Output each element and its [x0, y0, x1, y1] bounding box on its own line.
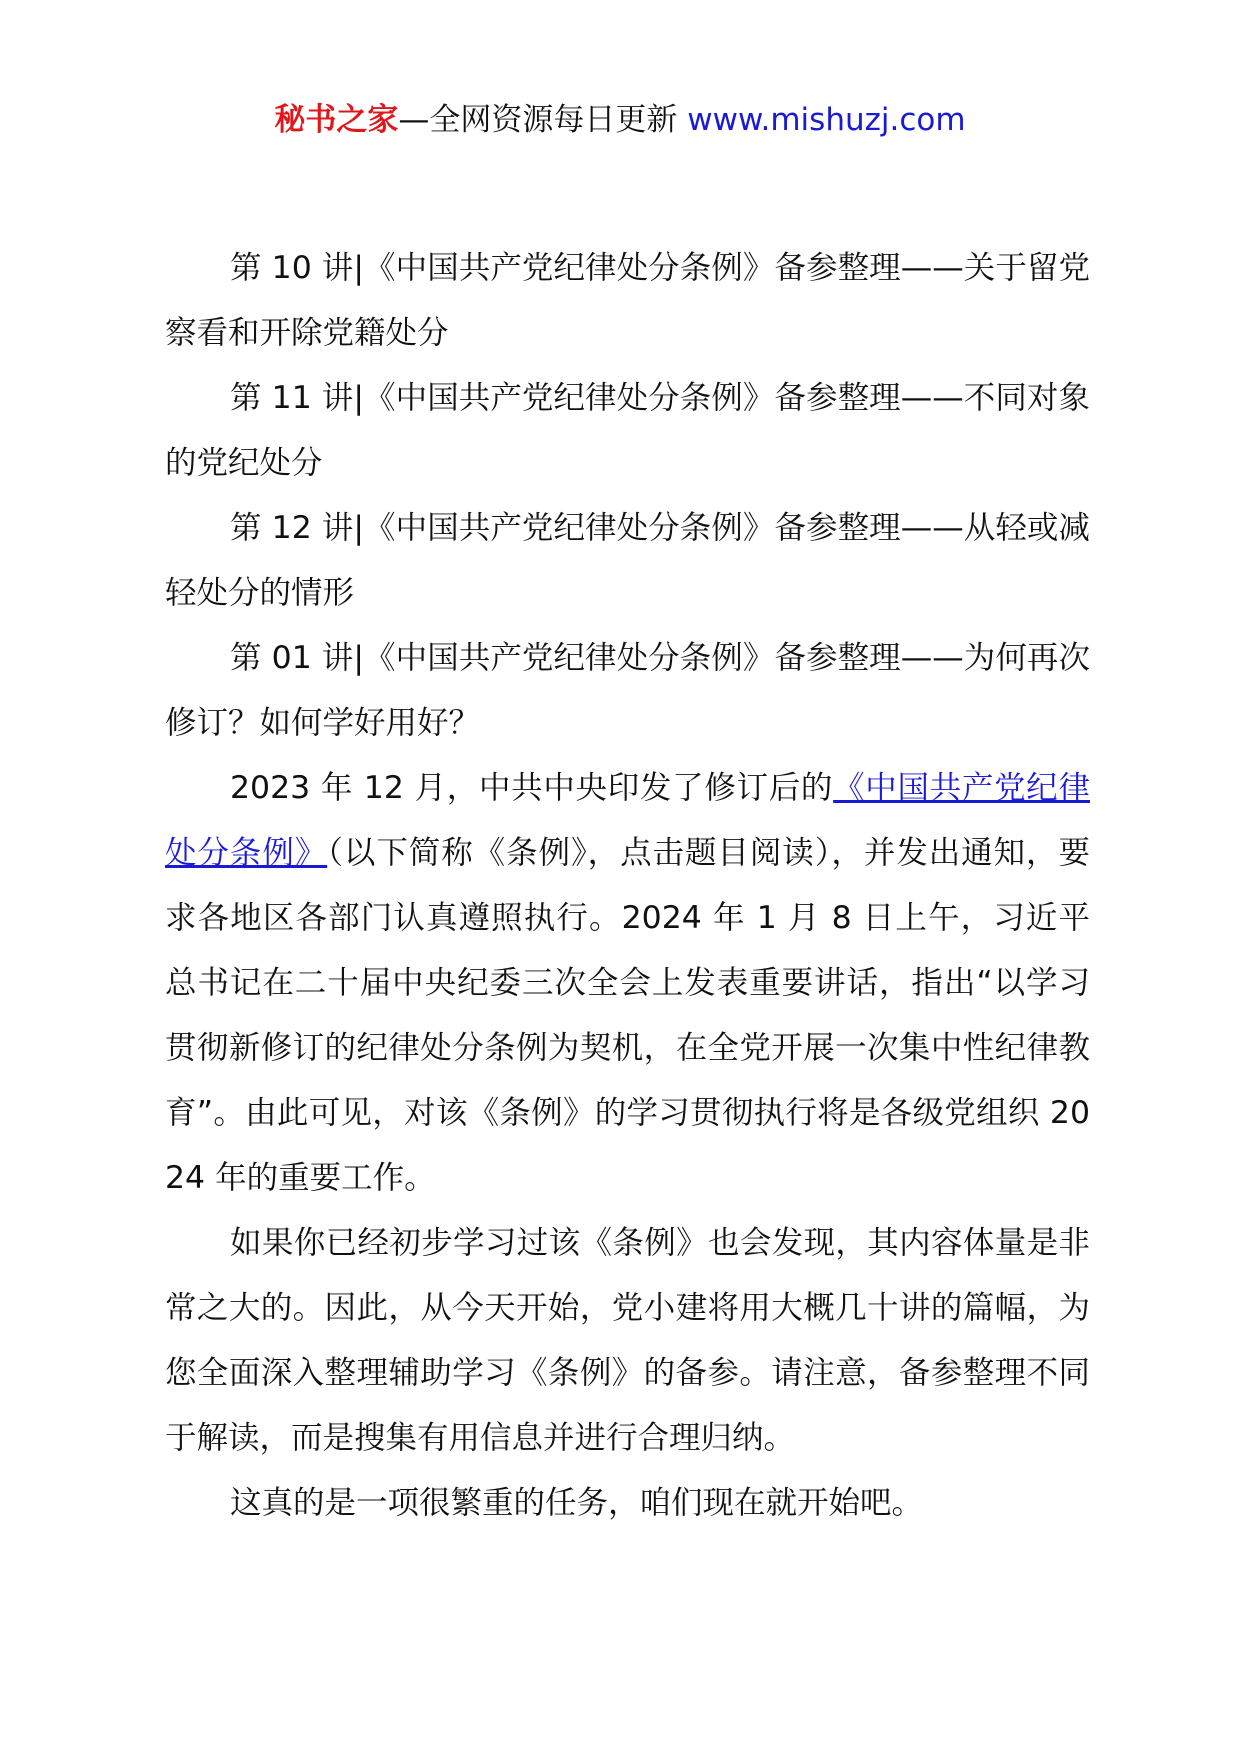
- paragraph-intro: [165, 756, 1090, 1211]
- regulation-title-link[interactable]: 《中国共产党纪律处分条例》: [165, 770, 1090, 871]
- paragraph-lecture-11: 第 11 讲|《中国共产党纪律处分条例》备参整理——不同对象的党纪处分: [165, 380, 1090, 481]
- page-header: [0, 100, 1240, 140]
- paragraph-lecture-12: 第 12 讲|《中国共产党纪律处分条例》备参整理——从轻或减轻处分的情形: [165, 510, 1090, 611]
- paragraph-scope: 如果你已经初步学习过该《条例》也会发现，其内容体量是非常之大的。因此，从今天开始，党小建将用大概几十讲的篇幅，为您全面深入整理辅助学习《条例》的备参。请注意，备参整理不同于解读，而是搜集有用信息并进行合理归纳。: [165, 1225, 1090, 1456]
- paragraph-lecture-01: 第 01 讲|《中国共产党纪律处分条例》备参整理——为何再次修订？如何学好用好？: [165, 640, 1090, 741]
- document-body: [165, 236, 1090, 1536]
- site-brand: 秘书之家: [274, 102, 399, 138]
- paragraph-closing: 这真的是一项很繁重的任务，咱们现在就开始吧。: [230, 1485, 924, 1521]
- intro-text-after-link: （以下简称《条例》，点击题目阅读），并发出通知，要求各地区各部门认真遵照执行。2024 年 1 月 8 日上午，习近平总书记在二十届中央纪委三次全会上发表重要讲话，指出“以学习贯彻新修订的纪律处分条例为契机，在全党开展一次集中性纪律教育”。由此可见，对该《条例》的学习贯彻执行将是各级党组织 2024 年的重要工作。: [165, 835, 1090, 1196]
- intro-text-before-link: 2023 年 12 月，中共中央印发了修订后的: [230, 770, 834, 806]
- site-url-link[interactable]: www.mishuzj.com: [687, 102, 966, 138]
- site-slogan: —全网资源每日更新: [398, 102, 688, 138]
- paragraph-lecture-10: 第 10 讲|《中国共产党纪律处分条例》备参整理——关于留党察看和开除党籍处分: [165, 250, 1090, 351]
